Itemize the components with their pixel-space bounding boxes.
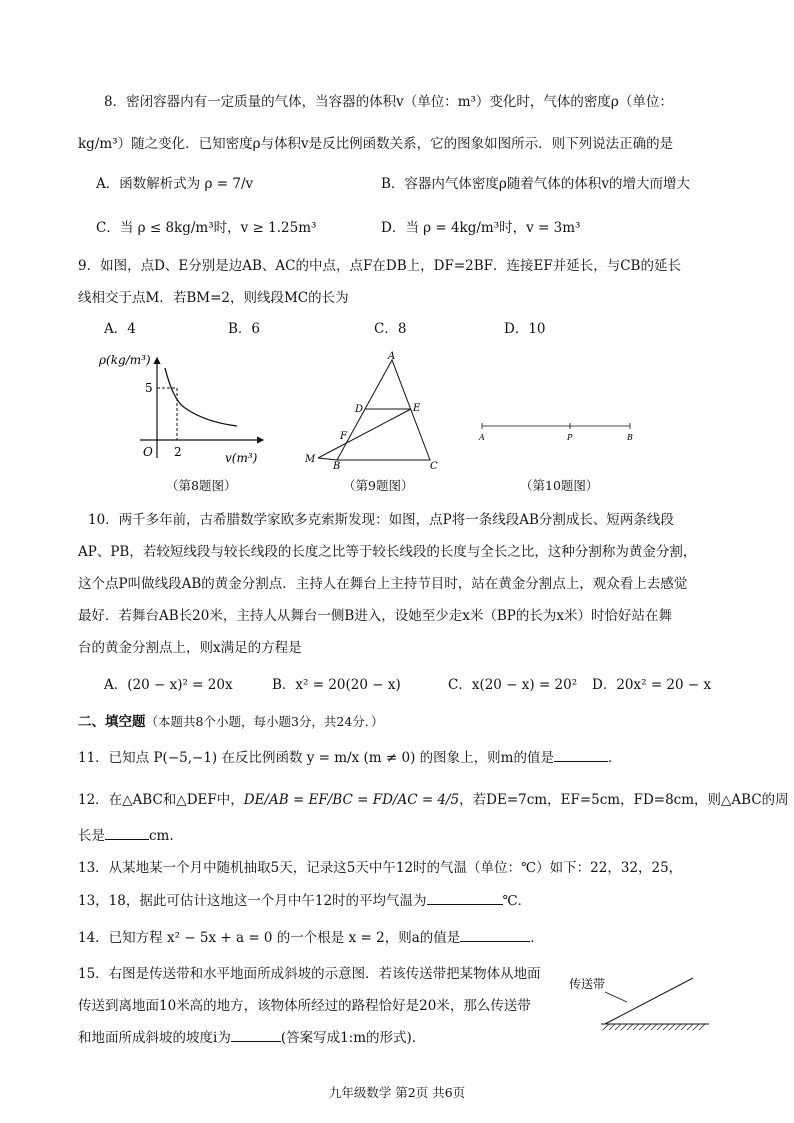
fig9-caption: （第9题图） — [343, 478, 414, 493]
fig9-segment-mb — [318, 458, 337, 460]
q10-line5: 台的黄金分割点上，则x满足的方程是 — [78, 640, 302, 656]
q13-line2-text: 13，18，据此可估计这地这一个月中午12时的平均气温为 — [78, 893, 427, 909]
q9-line2: 线相交于点M．若BM=2，则线段MC的长为 — [78, 290, 349, 306]
q9-option-a: A．4 — [104, 321, 136, 337]
fig8-caption: （第8题图） — [166, 478, 237, 493]
fig10-label-p: P — [567, 433, 573, 442]
section-2-note: （本题共8个小题，每小题3分，共24分．） — [145, 714, 384, 729]
q13-unit: ℃． — [502, 893, 532, 909]
q14-text: 14．已知方程 x² − 5x + a = 0 的一个根是 x = 2，则a的值是 — [78, 930, 461, 946]
q11-text: 11．已知点 P(−5,−1) 在反比例函数 y = m/x (m ≠ 0) 的图象上，则m的值是 — [78, 750, 554, 766]
q13-line1: 13．从某地某一个月中随机抽取5天，记录这5天中午12时的气温（单位：℃）如下：22，32，25， — [78, 860, 683, 876]
q12-ratio: DE/AB = EF/BC = FD/AC = 4/5 — [243, 792, 460, 808]
fig9-label-d: D — [355, 404, 364, 415]
fig10-label-b: B — [627, 433, 633, 442]
figure-10-segment — [470, 410, 640, 450]
q10-option-b: B．x² = 20(20 − x) — [272, 677, 401, 693]
fig15-label: 传送带 — [569, 977, 606, 991]
q9-option-b: B．6 — [228, 321, 261, 337]
fig8-origin: O — [143, 445, 153, 459]
q12-prefix: 12．在△ABC和△DEF中， — [78, 792, 244, 808]
fig9-label-m: M — [305, 454, 316, 465]
q12-line2-unit: cm. — [149, 828, 174, 844]
q12-mid: ，若DE=7cm，EF=5cm，FD=8cm，则△ABC的周 — [459, 792, 789, 808]
figure-15-conveyor — [565, 972, 715, 1034]
q8-option-b: B．容器内气体密度ρ随着气体的体积v的增大而增大 — [381, 176, 690, 192]
fig9-label-e: E — [413, 403, 421, 414]
q14-end: ． — [530, 930, 544, 946]
q15-answer-blank[interactable] — [231, 1029, 281, 1042]
fig10-label-a: A — [479, 433, 485, 442]
q15-line2: 传送到离地面10米高的地方，该物体所经过的路程恰好是20米，那么传送带 — [78, 998, 531, 1014]
fig9-label-c: C — [430, 461, 438, 470]
q15-line3-end: (答案写成1:m的形式)． — [280, 1030, 426, 1046]
q14 — [78, 926, 544, 946]
fig9-label-b: B — [333, 461, 341, 470]
fig9-segment-me — [318, 409, 411, 458]
fig8-xlabel: v(m³) — [225, 451, 258, 465]
page-footer: 九年级数学 第2页 共6页 — [328, 1085, 466, 1100]
q15-line1: 15．右图是传送带和水平地面所成斜坡的示意图．若该传送带把某物体从地面 — [78, 966, 541, 982]
q10-line1: 10．两千多年前，古希腊数学家欧多克索斯发现：如图，点P将一条线段AB分割成长、短两条线段 — [88, 512, 674, 528]
q12-line2-prefix: 长是 — [78, 828, 105, 844]
section-2-title: 二、填空题 — [78, 714, 146, 730]
q8-option-d: D．当 ρ = 4kg/m³时，v = 3m³ — [381, 220, 581, 236]
q8-option-a: A．函数解析式为 ρ = 7/v — [96, 176, 254, 192]
q8-line2: kg/m³）随之变化．已知密度ρ与体积v是反比例函数关系，它的图象如图所示．则下列说法正确的是 — [78, 136, 674, 152]
fig9-label-f: F — [340, 431, 347, 442]
q12-answer-blank[interactable] — [105, 827, 149, 840]
q11-end: ． — [607, 750, 622, 766]
fig8-xtick: 2 — [174, 445, 182, 459]
fig9-label-a: A — [388, 351, 396, 362]
fig10-caption: （第10题图） — [520, 478, 599, 493]
q15-line3 — [78, 1026, 425, 1046]
q10-line3: 这个点P叫做线段AB的黄金分割点．主持人在舞台上主持节目时，站在黄金分割点上，观众看上去感觉 — [78, 576, 688, 592]
section-2-heading — [78, 710, 384, 730]
q9-line1: 9．如图，点D、E分别是边AB、AC的中点，点F在DB上，DF=2BF．连接EF并延长，与CB的延长 — [78, 258, 681, 274]
q13-answer-blank[interactable] — [427, 892, 503, 905]
fig8-curve — [165, 368, 237, 426]
q13-line2 — [78, 889, 531, 909]
fig8-ylabel: ρ(kg/m³) — [99, 353, 151, 367]
q10-line2: AP、PB，若较短线段与较长线段的长度之比等于较长线段的长度与全长之比，这种分割称为黄金分割， — [78, 544, 697, 560]
q8-line1: 8．密闭容器内有一定质量的气体，当容器的体积v（单位：m³）变化时，气体的密度ρ（单位： — [104, 94, 673, 110]
q9-option-d: D．10 — [504, 321, 546, 337]
q11 — [78, 746, 621, 766]
figure-8-graph — [95, 350, 275, 470]
q15-line3-text: 和地面所成斜坡的坡度i为 — [78, 1030, 231, 1046]
q14-answer-blank[interactable] — [460, 929, 530, 942]
q10-option-d: D．20x² = 20 − x — [592, 677, 712, 693]
fig8-ytick: 5 — [145, 381, 153, 395]
q8-option-c: C．当 ρ ≤ 8kg/m³时，v ≥ 1.25m³ — [96, 220, 317, 236]
q12-line1 — [78, 788, 789, 808]
figure-9-triangle — [300, 350, 450, 470]
q11-answer-blank[interactable] — [554, 749, 608, 762]
fig15-slope — [605, 978, 693, 1024]
q9-option-c: C．8 — [374, 321, 407, 337]
fig15-ground-hatch — [603, 1024, 705, 1030]
q10-option-c: C．x(20 − x) = 20² — [448, 677, 578, 693]
q10-option-a: A．(20 − x)² = 20x — [104, 677, 233, 693]
q12-line2 — [78, 824, 174, 844]
fig15-label-pointer — [605, 992, 627, 1002]
q10-line4: 最好．若舞台AB长20米，主持人从舞台一侧B进入，设她至少走x米（BP的长为x米）时恰好站在舞 — [78, 608, 672, 624]
